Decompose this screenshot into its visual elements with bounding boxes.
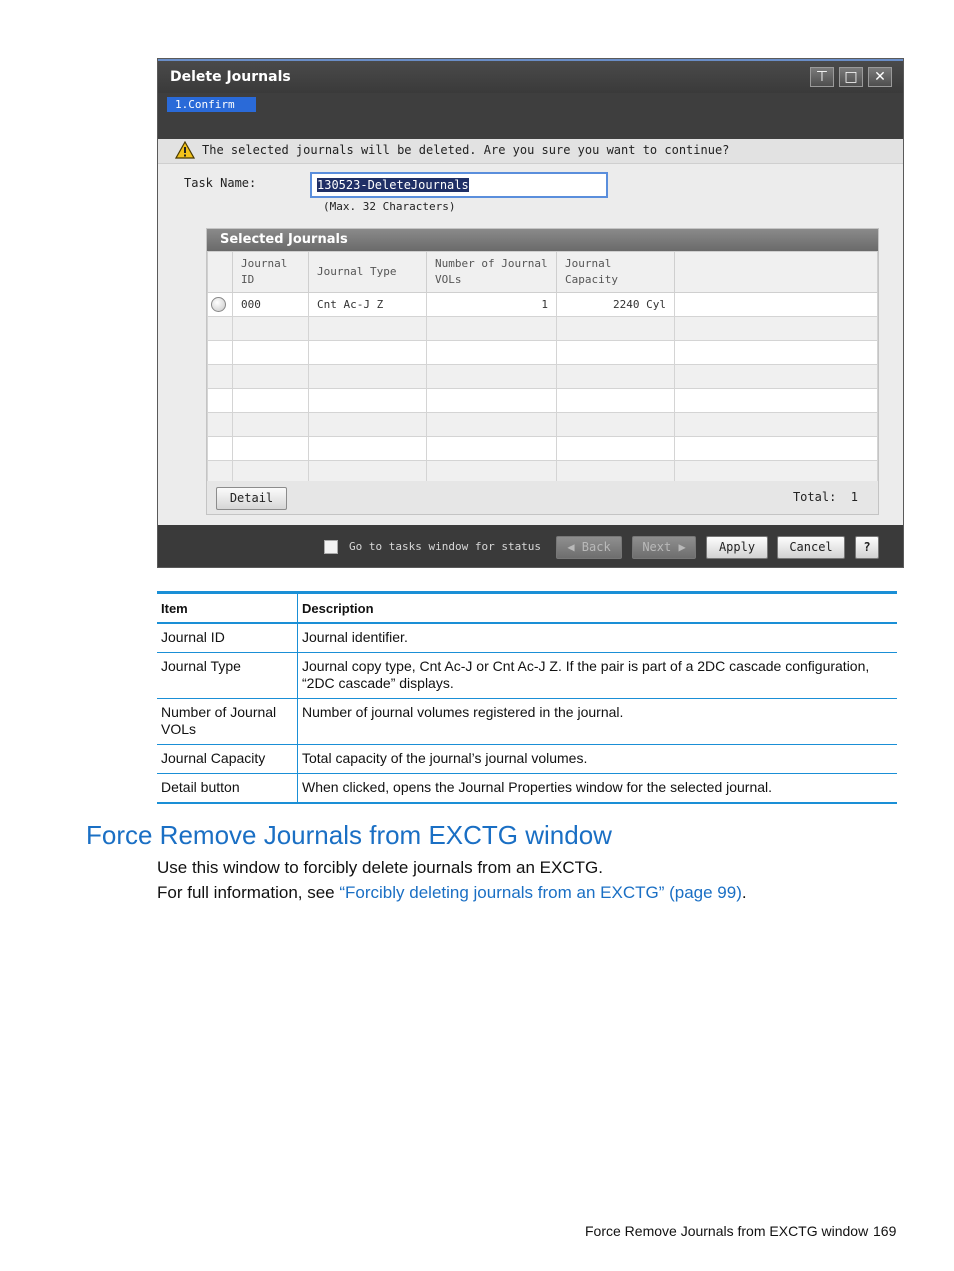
task-name-value: 130523-DeleteJournals — [317, 178, 469, 192]
close-icon[interactable]: ✕ — [868, 67, 892, 87]
description-cell: When clicked, opens the Journal Properties window for the selected journal. — [298, 774, 898, 804]
filler-column-header — [675, 252, 878, 293]
row-select-radio[interactable] — [211, 297, 226, 312]
empty-row — [208, 365, 878, 389]
item-cell: Journal Capacity — [157, 745, 298, 774]
empty-row — [208, 317, 878, 341]
select-column-header — [208, 252, 233, 293]
running-footer: Force Remove Journals from EXCTG window — [585, 1223, 869, 1239]
column-header-journal-type[interactable]: Journal Type — [309, 252, 427, 293]
description-cell: Number of journal volumes registered in the journal. — [298, 699, 898, 745]
empty-row — [208, 437, 878, 461]
column-header-journal-id[interactable]: Journal ID — [233, 252, 309, 293]
item-cell: Journal ID — [157, 623, 298, 653]
apply-button[interactable]: Apply — [706, 536, 768, 559]
total-count — [793, 490, 858, 504]
selected-journals-panel — [206, 228, 879, 515]
wizard-step-bar — [158, 93, 903, 139]
warning-icon — [175, 141, 195, 163]
dialog-title: Delete Journals — [170, 69, 291, 85]
next-button[interactable]: Next ▶ — [632, 536, 696, 559]
total-value: 1 — [850, 490, 858, 504]
empty-row — [208, 389, 878, 413]
item-cell: Detail button — [157, 774, 298, 804]
description-column-header: Description — [298, 593, 898, 624]
empty-row — [208, 341, 878, 365]
warning-text: The selected journals will be deleted. Are you sure you want to continue? — [202, 143, 730, 157]
description-cell: Journal identifier. — [298, 623, 898, 653]
total-label: Total: — [792, 490, 837, 504]
delete-journals-dialog — [157, 58, 904, 568]
back-arrow-icon: ◀ — [567, 540, 575, 554]
maximize-icon[interactable]: □ — [839, 67, 863, 87]
detail-button[interactable]: Detail — [216, 487, 287, 510]
table-row[interactable] — [208, 293, 878, 317]
table-row — [157, 623, 897, 653]
item-cell: Journal Type — [157, 653, 298, 699]
description-cell: Journal copy type, Cnt Ac-J or Cnt Ac-J Z. If the pair is part of a 2DC cascade configuration, “2DC cascade” displays. — [298, 653, 898, 699]
item-column-header: Item — [157, 593, 298, 624]
pin-icon[interactable]: ⊤ — [810, 67, 834, 87]
empty-row — [208, 413, 878, 437]
column-header-journal-vols[interactable]: Number of Journal VOLs — [427, 252, 557, 293]
cross-reference-link[interactable]: “Forcibly deleting journals from an EXCTG” (page 99) — [339, 883, 742, 902]
table-footer — [207, 481, 878, 514]
item-cell: Number of Journal VOLs — [157, 699, 298, 745]
step-confirm: 1.Confirm — [167, 97, 256, 112]
table-row — [157, 653, 897, 699]
task-name-label: Task Name: — [184, 176, 257, 190]
journal-id-cell: 000 — [233, 293, 309, 317]
back-button[interactable]: ◀ Back — [556, 536, 622, 559]
help-icon[interactable]: ? — [855, 536, 879, 559]
table-row — [157, 745, 897, 774]
go-to-tasks-checkbox[interactable] — [324, 540, 338, 554]
section-intro: Use this window to forcibly delete journals from an EXCTG. — [157, 858, 603, 877]
column-header-journal-capacity[interactable]: Journal Capacity — [557, 252, 675, 293]
section-heading: Force Remove Journals from EXCTG window — [86, 820, 612, 850]
table-row — [157, 699, 897, 745]
go-to-tasks-label: Go to tasks window for status — [349, 540, 542, 553]
section-reference: For full information, see “Forcibly deleting journals from an EXCTG” (page 99). — [157, 883, 747, 902]
cancel-button[interactable]: Cancel — [777, 536, 845, 559]
selected-journals-title: Selected Journals — [207, 229, 878, 251]
journal-type-cell: Cnt Ac-J Z — [309, 293, 427, 317]
table-row — [157, 774, 897, 804]
description-cell: Total capacity of the journal’s journal volumes. — [298, 745, 898, 774]
journal-vols-cell: 1 — [427, 293, 557, 317]
journal-capacity-cell: 2240 Cyl — [557, 293, 675, 317]
description-table — [157, 591, 897, 804]
next-arrow-icon: ▶ — [678, 540, 686, 554]
task-name-hint: (Max. 32 Characters) — [323, 200, 456, 213]
journals-table — [207, 251, 878, 485]
task-name-input[interactable] — [310, 172, 608, 198]
warning-bar — [158, 139, 903, 164]
page-number: 169 — [873, 1223, 897, 1239]
dialog-title-bar — [158, 59, 903, 93]
dialog-button-bar — [158, 525, 903, 567]
